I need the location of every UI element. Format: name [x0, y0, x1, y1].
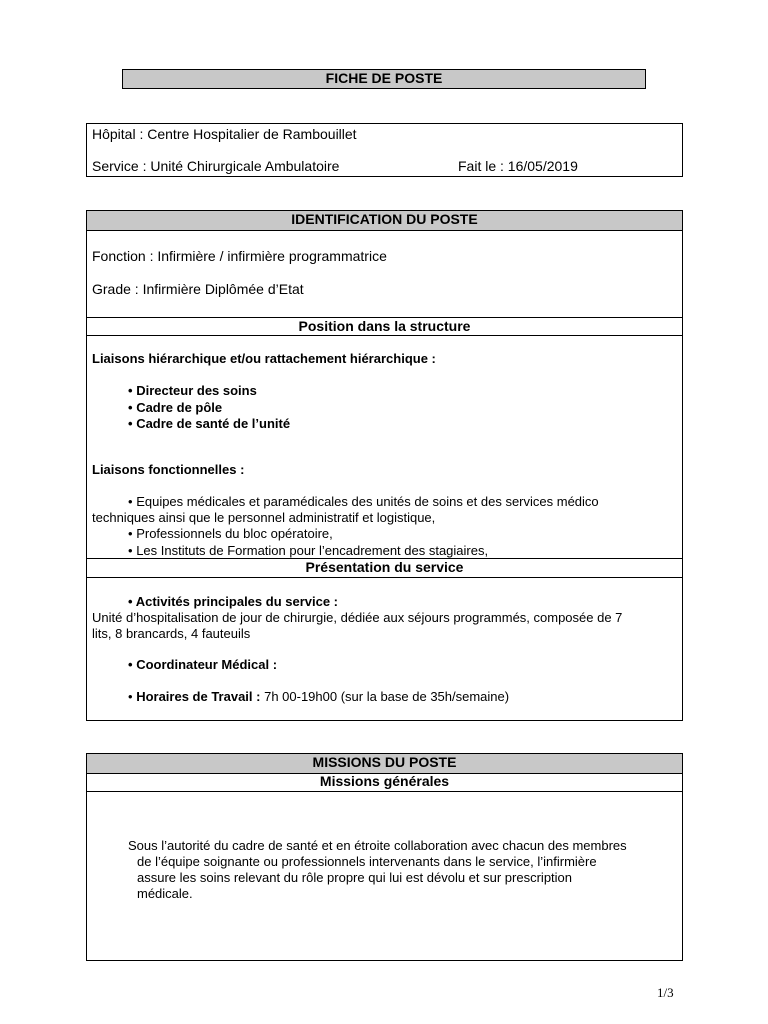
list-item: • Professionnels du bloc opératoire, [128, 526, 333, 541]
missions-subheader: Missions générales [87, 773, 682, 792]
position-header: Position dans la structure [87, 317, 682, 336]
bullet-icon: • [128, 657, 133, 672]
list-item: • Cadre de pôle [128, 400, 223, 415]
date-text: Fait le : 16/05/2019 [458, 158, 578, 174]
activites-text-line1: Unité d’hospitalisation de jour de chirurgie, dédiée aux séjours programmés, composée de 7 [92, 610, 623, 625]
missions-text-line3: assure les soins relevant du rôle propre qui lui est dévolu et sur prescription [137, 870, 573, 885]
grade-text: Grade : Infirmière Diplômée d’Etat [92, 281, 304, 297]
page-number: 1/3 [657, 985, 674, 1000]
identification-header: IDENTIFICATION DU POSTE [87, 211, 682, 231]
missions-text-line4: médicale. [137, 886, 193, 901]
presentation-header: Présentation du service [87, 558, 682, 578]
identification-section [86, 210, 683, 721]
list-item: • Activités principales du service : [128, 594, 339, 609]
horaires-label: Horaires de Travail : [136, 689, 261, 704]
horaires-value: 7h 00-19h00 (sur la base de 35h/semaine) [264, 689, 510, 704]
bullet-icon: • [128, 594, 133, 609]
liaisons-hierarchiques-title: Liaisons hiérarchique et/ou rattachement hiérarchique : [92, 351, 436, 366]
bullet-icon: • [128, 689, 133, 704]
hopital-text: Hôpital : Centre Hospitalier de Rambouillet [92, 126, 357, 142]
bullet-icon: • [128, 543, 133, 558]
missions-section [86, 753, 683, 961]
list-item: • Coordinateur Médical : [128, 657, 278, 672]
service-text: Service : Unité Chirurgicale Ambulatoire [92, 158, 340, 174]
list-item: • Directeur des soins [128, 383, 257, 398]
list-item-continuation: techniques ainsi que le personnel administratif et logistique, [92, 510, 436, 525]
list-item: • Les Instituts de Formation pour l’encadrement des stagiaires, [128, 543, 489, 558]
missions-text-line1: Sous l’autorité du cadre de santé et en étroite collaboration avec chacun des membres [128, 838, 627, 853]
missions-header: MISSIONS DU POSTE [87, 754, 682, 774]
bullet-icon: • [128, 494, 133, 509]
missions-text-line2: de l’équipe soignante ou professionnels intervenants dans le service, l’infirmière [137, 854, 597, 869]
bullet-icon: • [128, 416, 133, 431]
liaisons-fonctionnelles-title: Liaisons fonctionnelles : [92, 462, 245, 477]
bullet-icon: • [128, 383, 133, 398]
bullet-icon: • [128, 400, 133, 415]
info-box [86, 123, 683, 177]
list-item: • Equipes médicales et paramédicales des unités de soins et des services médico [128, 494, 599, 509]
list-item [128, 688, 509, 705]
fonction-text: Fonction : Infirmière / infirmière programmatrice [92, 248, 387, 264]
activites-text-line2: lits, 8 brancards, 4 fauteuils [92, 626, 251, 641]
bullet-icon: • [128, 526, 133, 541]
document-title: FICHE DE POSTE [122, 69, 646, 89]
list-item: • Cadre de santé de l’unité [128, 416, 291, 431]
